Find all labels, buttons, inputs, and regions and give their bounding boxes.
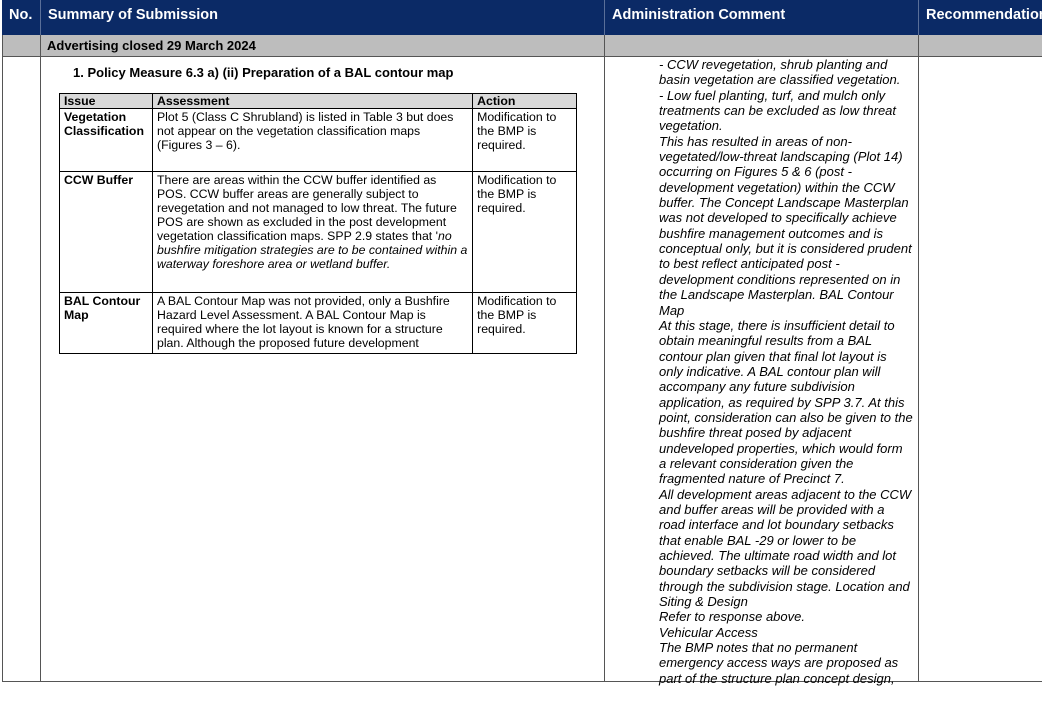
comment-paragraph: - CCW revegetation, shrub planting and basin vegetation are classified vegetation. xyxy=(659,57,901,88)
table-border-left xyxy=(2,35,3,682)
action-cell: Modification to the BMP is required. xyxy=(473,172,577,293)
table-row xyxy=(60,293,577,354)
table-header-row xyxy=(2,0,1048,35)
header-summary: Summary of Submission xyxy=(41,0,605,35)
header-recommendation: Recommendation xyxy=(926,7,1048,23)
section-label: Advertising closed 29 March 2024 xyxy=(47,38,256,53)
comment-paragraph: The BMP notes that no permanent emergency access ways are proposed as part of the structure plan concept design, xyxy=(659,640,899,686)
issue-cell: CCW Buffer xyxy=(60,172,153,293)
assessment-table xyxy=(59,93,577,354)
column-divider xyxy=(604,35,605,682)
assessment-cell: A BAL Contour Map was not provided, only a Bushfire Hazard Level Assessment. A BAL Contour Map is required where the lot layout is known for a structure plan. Although the proposed future development xyxy=(152,293,472,354)
assessment-cell xyxy=(152,172,472,293)
assessment-table-header xyxy=(60,94,577,109)
comment-paragraph: This has resulted in areas of non-vegetated/low-threat landscaping (Plot 14) occurring on Figures 5 & 6 (post -development vegetation) within the CCW buffer. The Concept Landscape Masterplan was not developed to specifically achieve bushfire management outcomes and is conceptual only, but it is considered prudent to best reflect anticipated post -development conditions represented on in the Landscape Masterplan. BAL Contour Map xyxy=(659,133,912,318)
assessment-cell: Plot 5 (Class C Shrubland) is listed in Table 3 but does not appear on the vegetation classification maps (Figures 3 – 6). xyxy=(152,109,472,172)
col-assessment: Assessment xyxy=(152,94,472,109)
policy-title: 1. Policy Measure 6.3 a) (ii) Preparation of a BAL contour map xyxy=(73,65,454,80)
issue-cell: BAL Contour Map xyxy=(60,293,153,354)
comment-paragraph: Refer to response above. xyxy=(659,609,805,625)
col-action: Action xyxy=(473,94,577,109)
section-row xyxy=(2,35,1042,57)
comment-paragraph: - Low fuel planting, turf, and mulch only treatments can be excluded as low threat vegetation. xyxy=(659,87,897,134)
header-admin-comment: Administration Comment xyxy=(605,0,919,35)
header-no: No. xyxy=(2,0,41,35)
administration-comment xyxy=(659,57,913,686)
comment-paragraph: At this stage, there is insufficient detail to obtain meaningful results from a BAL contour plan given that final lot layout is only indicative. A BAL contour plan will accompany any future subdivision application, as required by SPP 3.7. At this point, consideration can also be given to the bushfire threat posed by adjacent undeveloped properties, which would form a relevant consideration given the fragmented nature of Precinct 7. xyxy=(659,317,913,487)
issue-cell: Vegetation Classification xyxy=(60,109,153,172)
col-issue: Issue xyxy=(60,94,153,109)
action-cell: Modification to the BMP is required. xyxy=(473,109,577,172)
column-divider xyxy=(918,35,919,682)
table-row xyxy=(60,172,577,293)
assessment-quote: no bushfire mitigation strategies are to be contained within a waterway foreshore area or wetland buffer. xyxy=(156,229,468,271)
comment-paragraph: All development areas adjacent to the CCW and buffer areas will be provided with a road interface and lot boundary setbacks that enable BAL -29 or lower to be achieved. The ultimate road width and lot boundary setbacks will be considered through the subdivision stage. Location and Siting & Design xyxy=(659,486,912,610)
column-divider xyxy=(40,35,41,682)
comment-paragraph: Vehicular Access xyxy=(659,624,758,640)
assessment-text: There are areas within the CCW buffer identified as POS. CCW buffer areas are generally subject to revegetation and not managed to low threat. The future POS are shown as excluded in the post development vegetation classification maps. SPP 2.9 states that ' xyxy=(156,173,457,243)
table-row xyxy=(60,109,577,172)
action-cell: Modification to the BMP is required. xyxy=(473,293,577,354)
